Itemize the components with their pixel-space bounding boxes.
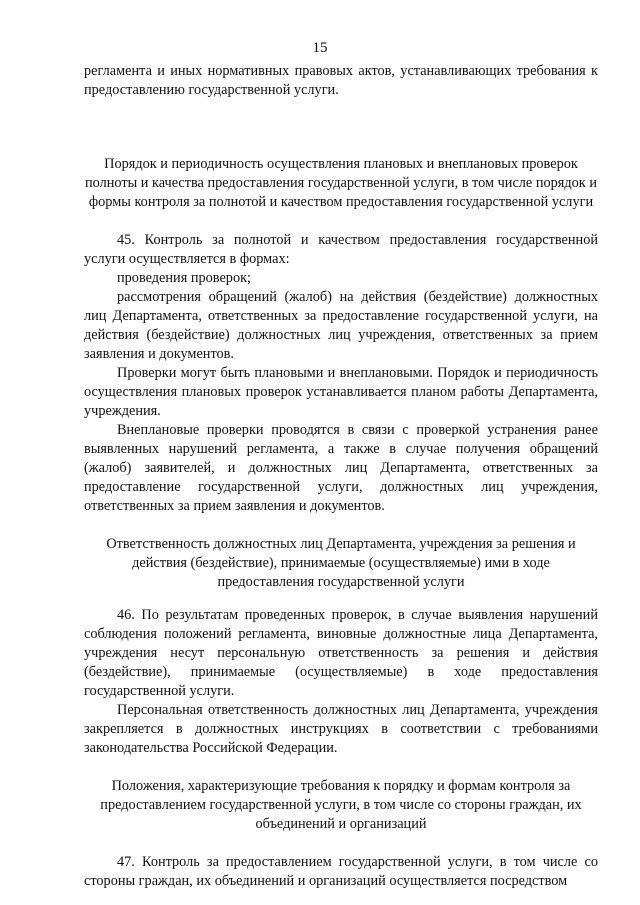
paragraph-45-planned-checks: Проверки могут быть плановыми и внеплановыми. Порядок и периодичность осуществления плановых проверок устанавливается планом работы Департамента, учреждения. <box>84 365 598 419</box>
paragraph-46-personal-responsibility: Персональная ответственность должностных лиц Департамента, учреждения закрепляется в должностных инструкциях в соответствии с требованиями законодательства Российской Федерации. <box>84 702 598 756</box>
intro-paragraph: регламента и иных нормативных правовых актов, устанавливающих требования к предоставлению государственной услуги. <box>84 63 598 98</box>
page-number: 15 <box>312 40 328 56</box>
paragraph-47: 47. Контроль за предоставлением государственной услуги, в том числе со стороны граждан, их объединений и организаций осуществляется посредством <box>84 854 598 889</box>
section-heading-responsibility: Ответственность должностных лиц Департамента, учреждения за решения и действия (бездействие), принимаемые (осуществляемые) ими в ходе предоставления государственной услуги <box>106 536 576 590</box>
page-content <box>84 62 598 891</box>
section-heading-public-control: Положения, характеризующие требования к порядку и формам контроля за предоставлением государственной услуги, в том числе со стороны граждан, их объединений и организаций <box>100 778 582 832</box>
paragraph-45: 45. Контроль за полнотой и качеством предоставления государственной услуги осуществляется в формах: <box>84 232 598 267</box>
paragraph-45-item-complaints: рассмотрения обращений (жалоб) на действия (бездействие) должностных лиц Департамента, ответственных за предоставление государственной услуги, на действия (бездействие) должностных лиц учреждения, ответственных за прием заявления и документов. <box>84 289 598 362</box>
paragraph-45-item-inspections: проведения проверок; <box>117 270 252 286</box>
paragraph-45-unplanned-checks: Внеплановые проверки проводятся в связи с проверкой устранения ранее выявленных нарушений регламента, а также в случае получения обращений (жалоб) заявителей, и должностных лиц Департамента, ответственных за предоставление государственной услуги, должностных лиц учреждения, ответственных за прием заявления и документов. <box>84 422 598 514</box>
section-heading-control: Порядок и периодичность осуществления плановых и внеплановых проверок полноты и качества предоставления государственной услуги, в том числе порядок и формы контроля за полнотой и качеством предоставления государственной услуги <box>85 156 597 210</box>
paragraph-46: 46. По результатам проведенных проверок, в случае выявления нарушений соблюдения положений регламента, виновные должностные лица Департамента, учреждения несут персональную ответственность за решения и действия (бездействие), принимаемые (осуществляемые) в ходе предоставления государственной услуги. <box>84 607 598 699</box>
